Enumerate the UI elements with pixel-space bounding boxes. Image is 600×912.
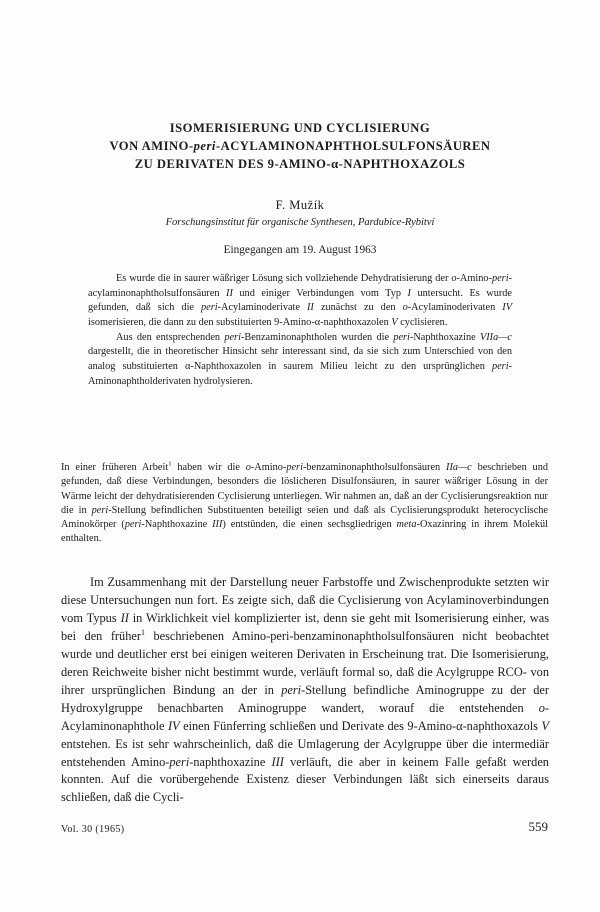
text-run: -Naphthoxazine (141, 519, 213, 531)
intro-paragraph (61, 461, 548, 547)
author-affiliation: Forschungsinstitut für organische Synthesen, Pardubice-Rybitví (165, 217, 435, 228)
italic-run: peri (393, 331, 410, 343)
italic-run: o (245, 462, 251, 473)
text-run: -Amino- (250, 462, 287, 473)
text-run: cyclisieren. (397, 316, 448, 328)
text-run: isomerisieren, die dann zu den substituierten 9-Amino-α-naphthoxazolen (88, 316, 392, 328)
title-line-3: ZU DERIVATEN DES 9-AMINO-α-NAPHTHOXAZOLS (134, 157, 466, 171)
italic-run: V (541, 718, 549, 733)
page-number: 559 (528, 819, 548, 834)
italic-run: peri (169, 754, 190, 769)
title-line-2-pre: VON AMINO- (109, 139, 194, 153)
text-run: -Amino- (456, 273, 492, 284)
text-run: -Benzaminonaphtholen wurden die (240, 331, 394, 343)
body-paragraph (61, 574, 549, 807)
footnote-ref: 1 (140, 627, 145, 637)
italic-run: II (120, 610, 129, 625)
text-run: -Stellung befindlichen Substituenten beteiligt seien und daß als Cyclisierungsprodukt heterocyclische Aminokörper ( (61, 504, 548, 531)
text-run: verläuft, die aber in keinem Falle gefaßt werden konnten. Auf die vorübergehende Existenz dieser Verbindungen läßt sich einerseits daraus schließen, daß die Cycli- (61, 754, 549, 805)
intro-text (61, 461, 548, 547)
title-line-2 (40, 137, 560, 155)
text-run: -Acylaminoderivate (217, 302, 307, 314)
italic-run: I (407, 287, 411, 299)
italic-run: II (226, 287, 233, 299)
text-run: beschrieben und gefunden, daß diese Verbindungen, besonders die löslicheren Disulfonsäuren, in saurer wäßriger Lösung in der Wärme leicht der dehydratisierenden Cyclisierung unterliegen. Wir nahmen an, daß an der Cyclisierungsreaktion nur die in (61, 462, 548, 516)
text-run: -Aminonaphtholderivaten hydrolysieren. (88, 360, 512, 387)
title-line-2-post: -ACYLAMINONAPHTHOLSULFONSÄUREN (215, 139, 491, 153)
italic-run: peri (91, 504, 109, 516)
text-run: einen Fünferring schließen und Derivate des 9-Amino-α-naphthoxazols (179, 718, 542, 733)
text-run: zunächst zu den (313, 302, 403, 314)
title-line-2-peri: peri (193, 139, 216, 153)
volume-info: Vol. 30 (1965) (61, 824, 125, 835)
italic-run: peri (124, 519, 142, 531)
italic-run: V (391, 316, 398, 328)
received-date: Eingegangen am 19. August 1963 (223, 244, 377, 256)
italic-run: peri (224, 331, 241, 343)
text-run: -Naphthoxazine (409, 331, 480, 343)
italic-run: III (212, 519, 223, 531)
body-text (61, 574, 549, 807)
text-run: In einer früheren Arbeit (61, 462, 169, 473)
italic-run: o (451, 273, 457, 284)
text-run: -Acylaminonaphthole (61, 700, 549, 733)
text-run: -acylaminonaphtholsulfonsäuren (88, 273, 512, 299)
italic-run: peri (286, 462, 303, 473)
author-name: F. Mužík (275, 198, 325, 212)
text-run: -Oxazinring in ihrem Molekül enthalten. (61, 519, 548, 545)
text-run: -benzaminonaphtholsulfonsäuren (302, 462, 447, 473)
text-run: -naphthoxazine (189, 754, 272, 769)
italic-run: III (271, 754, 284, 769)
abstract-paragraph-2 (88, 331, 512, 390)
text-run: und einiger Verbindungen vom Typ (232, 287, 408, 299)
italic-run: peri (491, 273, 509, 284)
text-run: ) entstünden, die einen sechsgliedrigen (222, 519, 397, 531)
italic-run: VIIa—c (479, 331, 512, 343)
italic-run: IV (502, 302, 512, 314)
text-run: in Wirklichkeit viel komplizierter ist, denn sie geht mit Isomerisierung einher, was bei den früher (61, 610, 549, 643)
abstract-paragraph-1 (88, 272, 512, 331)
italic-run: II (307, 302, 314, 314)
abstract (88, 272, 512, 389)
text-run: untersucht. Es wurde gefunden, daß sich die (88, 287, 512, 314)
italic-run: peri (491, 360, 509, 372)
text-run: haben wir die (171, 462, 246, 473)
italic-run: IIa—c (446, 462, 472, 473)
text-run: Im Zusammenhang mit der Darstellung neuer Farbstoffe und Zwischenprodukte setzten wir diese Untersuchungen nun fort. Es zeigte sich, daß die Cyclisierung von Acylaminoverbindungen vom Typus (61, 575, 549, 625)
italic-run: IV (167, 718, 180, 733)
footnote-ref: 1 (168, 460, 172, 468)
text-run: -Acylaminoderivaten (407, 302, 503, 314)
text-run: Aus den entsprechenden (116, 331, 225, 343)
italic-run: meta (396, 519, 417, 531)
text-run: dargestellt, die in theoretischer Hinsicht sehr interessant sind, da sie sich zum Unterschied von den analog substituierten α-Naphthoxazolen in saurem Milieu leicht zu den ursprünglichen (88, 346, 512, 372)
italic-run: peri (281, 682, 302, 697)
text-run: -Stellung befindliche Aminogruppe zu der der Hydroxylgruppe benachbarten Aminogruppe wandert, worauf die entstehenden (61, 682, 549, 715)
text-run: Es wurde die in saurer wäßriger Lösung sich vollziehende Dehydratisierung der (116, 273, 452, 284)
paper-title (40, 119, 560, 173)
text-run: beschriebenen Amino-peri-benzaminonaphtholsulfonsäuren nicht beobachtet wurde und deutlicher erst bei einigen weiteren Derivaten in Erscheinung trat. Die Isomerisierung, deren Reichweite bisher nicht bestimmt wurde, verläuft formal so, daß die Acylgruppe RCO- von ihrer ursprünglichen Bindung an der in (61, 628, 549, 697)
italic-run: o (402, 302, 408, 314)
text-run: entstehen. Es ist sehr wahrscheinlich, daß die Umlagerung der Acylgruppe über die intermediär entstehenden Amino- (61, 736, 549, 769)
italic-run: peri (201, 302, 218, 314)
title-line-1: ISOMERISIERUNG UND CYCLISIERUNG (169, 121, 431, 135)
italic-run: o (538, 700, 545, 715)
